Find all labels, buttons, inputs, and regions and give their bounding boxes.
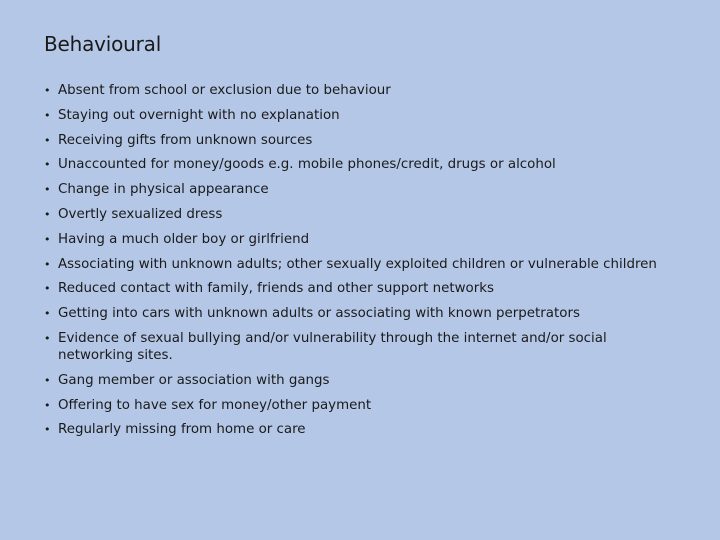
- bullet-icon: •: [44, 232, 51, 246]
- bullet-icon: •: [44, 282, 51, 296]
- bullet-item: [44, 256, 684, 273]
- bullet-item: [44, 132, 684, 149]
- bullet-text: Unaccounted for money/goods e.g. mobile phones/credit, drugs or alcohol: [58, 157, 556, 173]
- bullet-icon: •: [44, 331, 51, 345]
- bullet-text: Evidence of sexual bullying and/or vulnerability through the internet and/or social networking sites.: [58, 330, 607, 363]
- bullet-list: [44, 82, 684, 446]
- bullet-item: [44, 231, 684, 248]
- bullet-icon: •: [44, 158, 51, 172]
- bullet-item: [44, 421, 684, 438]
- bullet-icon: •: [44, 257, 51, 271]
- bullet-item: [44, 107, 684, 124]
- bullet-item: [44, 206, 684, 223]
- bullet-text: Associating with unknown adults; other sexually exploited children or vulnerable children: [58, 256, 657, 272]
- bullet-icon: •: [44, 183, 51, 197]
- bullet-text: Reduced contact with family, friends and other support networks: [58, 281, 494, 297]
- bullet-icon: •: [44, 108, 51, 122]
- bullet-item: [44, 372, 684, 389]
- bullet-icon: •: [44, 423, 51, 437]
- bullet-icon: •: [44, 84, 51, 97]
- bullet-item: [44, 305, 684, 322]
- bullet-item: [44, 397, 684, 414]
- bullet-text: Staying out overnight with no explanation: [58, 107, 340, 123]
- bullet-icon: •: [44, 133, 51, 147]
- bullet-item: [44, 280, 684, 297]
- bullet-text: Absent from school or exclusion due to behaviour: [58, 83, 391, 98]
- bullet-icon: •: [44, 307, 51, 321]
- bullet-item: [44, 330, 684, 364]
- bullet-item: [44, 181, 684, 198]
- bullet-text: Gang member or association with gangs: [58, 372, 330, 388]
- bullet-icon: •: [44, 207, 51, 221]
- bullet-text: Receiving gifts from unknown sources: [58, 132, 313, 148]
- bullet-icon: •: [44, 373, 51, 387]
- bullet-text: Having a much older boy or girlfriend: [58, 231, 310, 247]
- slide-title: Behavioural: [44, 32, 162, 56]
- bullet-item: [44, 82, 684, 99]
- bullet-text: Overtly sexualized dress: [58, 206, 223, 222]
- bullet-text: Change in physical appearance: [58, 182, 269, 198]
- bullet-text: Regularly missing from home or care: [58, 422, 306, 438]
- bullet-text: Offering to have sex for money/other payment: [58, 397, 372, 413]
- bullet-icon: •: [44, 398, 51, 412]
- bullet-text: Getting into cars with unknown adults or associating with known perpetrators: [58, 306, 580, 322]
- bullet-item: [44, 156, 684, 173]
